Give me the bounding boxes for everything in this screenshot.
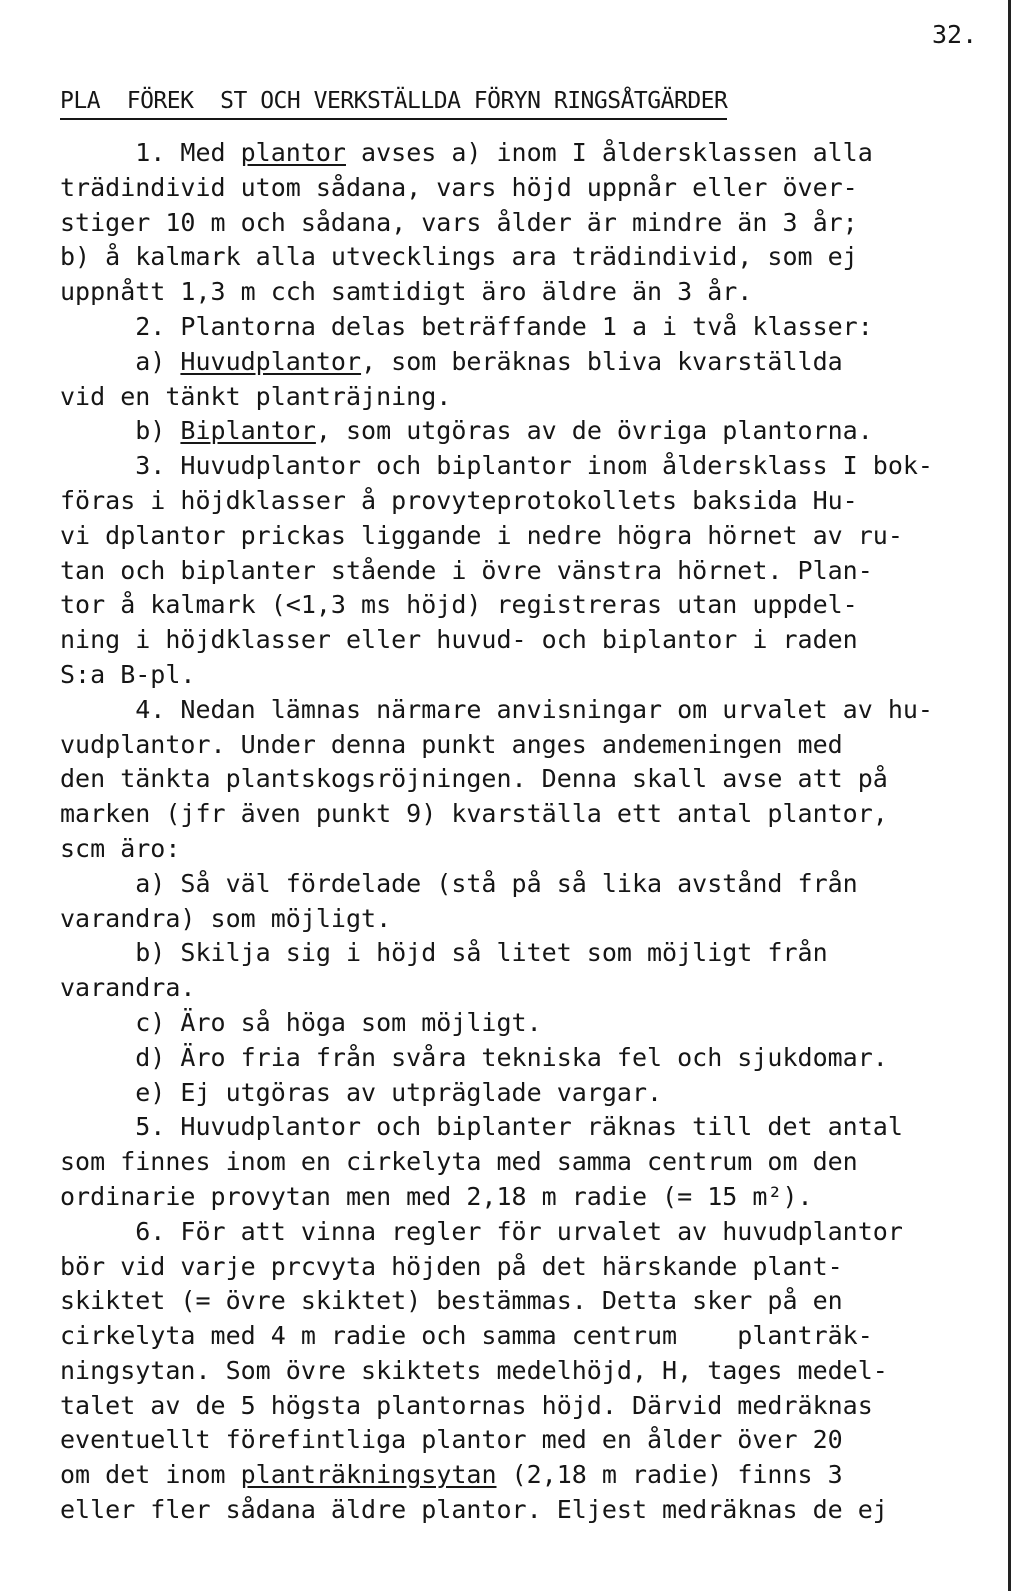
text-line: 1. Med plantor avses a) inom I åldersklassen alla (60, 138, 873, 167)
text-line: cirkelyta med 4 m radie och samma centrum planträk- (60, 1321, 873, 1351)
text-line: eller fler sådana äldre plantor. Eljest medräknas de ej (60, 1495, 888, 1525)
text-line: marken (jfr även punkt 9) kvarställa ett antal plantor, (60, 799, 888, 829)
text-line: tor å kalmark (<1,3 ms höjd) registreras utan uppdel- (60, 590, 858, 620)
text-line: S:a B-pl. (60, 659, 196, 689)
text-line: ningsytan. Som övre skiktets medelhöjd, H, tages medel- (60, 1355, 888, 1385)
text-line: föras i höjdklasser å provyteprotokollets baksida Hu- (60, 485, 858, 515)
text-line: bör vid varje prcvyta höjden på det härskande plant- (60, 1251, 843, 1281)
text-line: den tänkta plantskogsröjningen. Denna skall avse att på (60, 764, 888, 794)
page-number: 32. (932, 20, 978, 49)
text-line: 6. För att vinna regler för urvalet av huvudplantor (60, 1216, 903, 1246)
text-line: a) Så väl fördelade (stå på så lika avstånd från (60, 868, 858, 898)
text-line: 5. Huvudplantor och biplanter räknas till det antal (60, 1112, 903, 1142)
text-line: trädindivid utom sådana, vars höjd uppnår eller över- (60, 172, 858, 202)
text-line: ning i höjdklasser eller huvud- och biplantor i raden (60, 625, 858, 655)
text-line: vid en tänkt planträjning. (60, 381, 452, 411)
underlined-term: plantor (240, 138, 346, 167)
page-edge-rule (1008, 0, 1011, 1591)
text-line: b) å kalmark alla utvecklings ara trädindivid, som ej (60, 242, 858, 272)
body-text (60, 136, 990, 1528)
text-line: varandra. (60, 973, 196, 1003)
underlined-term: Biplantor (180, 416, 316, 446)
text-line: vudplantor. Under denna punkt anges andemeningen med (60, 729, 843, 759)
text-line: tan och biplanter stående i övre vänstra hörnet. Plan- (60, 555, 873, 585)
text-line: scm äro: (60, 833, 181, 863)
text-line: vi dplantor prickas liggande i nedre högra hörnet av ru- (60, 520, 903, 550)
text-line: 4. Nedan lämnas närmare anvisningar om urvalet av hu- (60, 694, 933, 724)
text-line: talet av de 5 högsta plantornas höjd. Därvid medräknas (60, 1390, 873, 1420)
text-line: b) Skilja sig i höjd så litet som möjligt från (60, 938, 828, 968)
underlined-term: Huvudplantor (180, 346, 362, 376)
text-line: skiktet (= övre skiktet) bestämmas. Detta sker på en (60, 1286, 843, 1316)
text-line: c) Äro så höga som möjligt. (60, 1007, 542, 1037)
text-line: eventuellt förefintliga plantor med en ålder över 20 (60, 1425, 843, 1455)
underlined-term: planträkningsytan (240, 1460, 497, 1490)
text-line: d) Äro fria från svåra tekniska fel och sjukdomar. (60, 1042, 888, 1072)
text-line: varandra) som möjligt. (60, 903, 392, 933)
text-line: 3. Huvudplantor och biplantor inom åldersklass I bok- (60, 451, 933, 481)
text-line: b) Biplantor, som utgöras av de övriga plantorna. (60, 416, 873, 446)
text-line: e) Ej utgöras av utpräglade vargar. (60, 1077, 663, 1107)
text-line: som finnes inom en cirkelyta med samma centrum om den (60, 1147, 858, 1177)
section-heading: PLA FÖREK ST OCH VERKSTÄLLDA FÖRYN RINGSÅTGÄRDER (60, 86, 727, 120)
text-line: stiger 10 m och sådana, vars ålder är mindre än 3 år; (60, 207, 858, 237)
text-line: 2. Plantorna delas beträffande 1 a i två klasser: (60, 311, 873, 341)
text-line: om det inom planträkningsytan (2,18 m radie) finns 3 (60, 1460, 843, 1490)
text-line: ordinarie provytan men med 2,18 m radie (= 15 m²). (60, 1181, 813, 1211)
text-line: uppnått 1,3 m cch samtidigt äro äldre än 3 år. (60, 277, 753, 307)
text-line: a) Huvudplantor, som beräknas bliva kvarställda (60, 346, 843, 376)
